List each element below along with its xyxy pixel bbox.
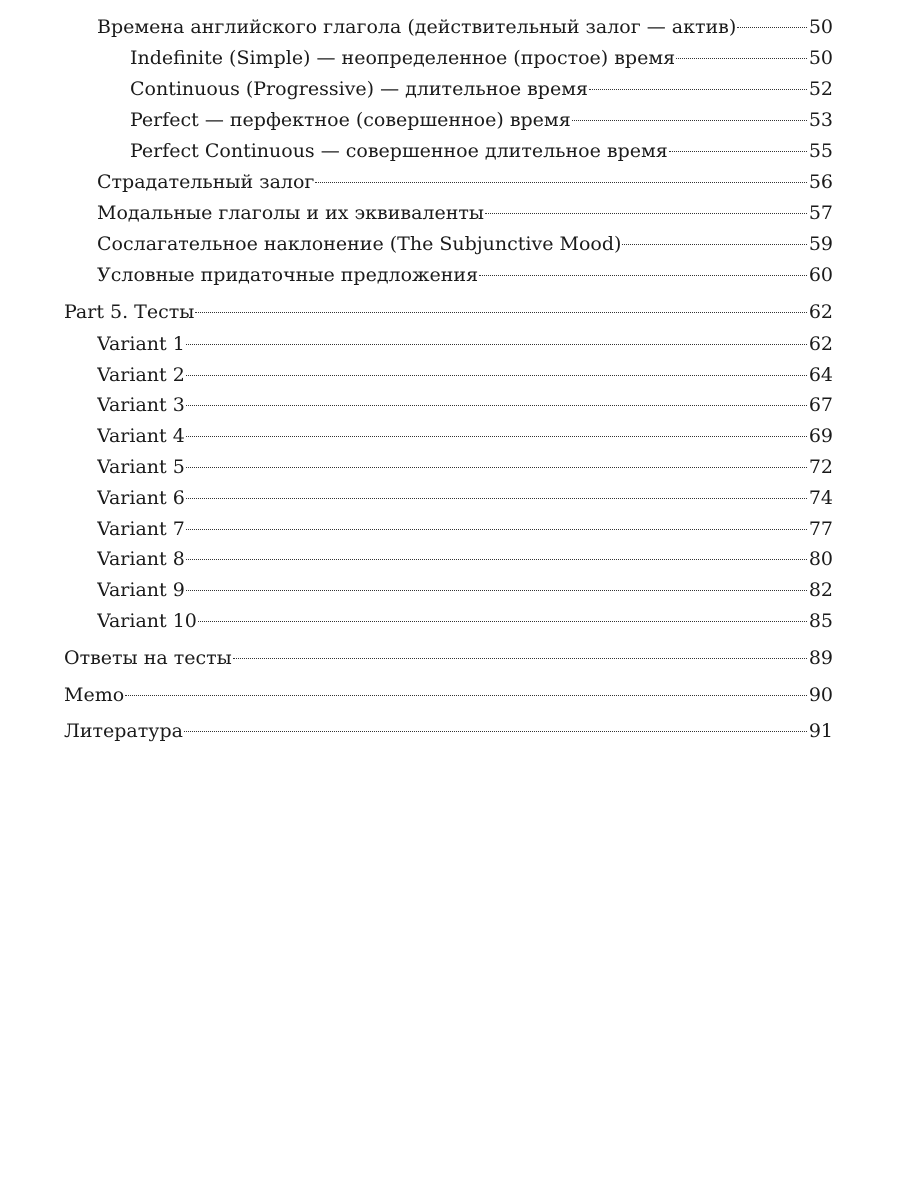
toc-entry-title: Part 5. Тесты <box>64 301 195 323</box>
toc-entry[interactable] <box>130 137 833 165</box>
toc-entry-title: Variant 10 <box>97 610 197 632</box>
toc-entry[interactable] <box>97 168 833 196</box>
toc-entry-title: Variant 4 <box>97 425 185 447</box>
toc-entry-page: 59 <box>808 233 833 255</box>
dot-leader <box>186 344 807 345</box>
toc-entry-title: Variant 2 <box>97 364 185 386</box>
toc-entry-title: Variant 5 <box>97 456 185 478</box>
toc-entry-page: 60 <box>808 264 833 286</box>
toc-entry[interactable] <box>97 330 833 358</box>
toc-entry-page: 69 <box>808 425 833 447</box>
toc-entry-title: Perfect — перфектное (совершенное) время <box>130 109 571 131</box>
toc-entry-page: 56 <box>808 171 833 193</box>
dot-leader <box>186 590 807 591</box>
toc-entry-page: 90 <box>808 684 833 706</box>
toc-entry-title: Условные придаточные предложения <box>97 264 479 286</box>
toc-entry-title: Variant 1 <box>97 333 185 355</box>
dot-leader <box>233 658 807 659</box>
toc-entry-page: 55 <box>808 140 833 162</box>
dot-leader <box>485 213 807 214</box>
toc-entry-title: Литература <box>64 720 183 742</box>
dot-leader <box>186 405 807 406</box>
dot-leader <box>315 182 806 183</box>
toc-entry[interactable] <box>64 644 833 672</box>
toc-entry-title: Сослагательное наклонение (The Subjunctive Mood) <box>97 233 622 255</box>
dot-leader <box>186 467 807 468</box>
toc-entry-page: 82 <box>808 579 833 601</box>
toc-entry[interactable] <box>97 607 833 635</box>
toc-entry-title: Continuous (Progressive) — длительное время <box>130 78 588 100</box>
toc-entry-title: Страдательный залог <box>97 171 315 193</box>
toc-entry-page: 50 <box>808 16 833 38</box>
dot-leader <box>589 89 807 90</box>
toc-entry[interactable] <box>97 453 833 481</box>
toc-entry[interactable] <box>97 199 833 227</box>
toc-entry[interactable] <box>97 391 833 419</box>
dot-leader <box>676 58 807 59</box>
toc-entry-page: 77 <box>808 518 833 540</box>
toc-entry[interactable] <box>97 361 833 389</box>
toc-entry-page: 67 <box>808 394 833 416</box>
toc-entry-title: Indefinite (Simple) — неопределенное (простое) время <box>130 47 676 69</box>
toc-entry-title: Variant 7 <box>97 518 185 540</box>
toc-entry[interactable] <box>130 106 833 134</box>
dot-leader <box>125 695 807 696</box>
toc-entry[interactable] <box>97 230 833 258</box>
toc-entry-page: 62 <box>808 301 833 323</box>
toc-entry-title: Модальные глаголы и их эквиваленты <box>97 202 485 224</box>
toc-entry-title: Variant 3 <box>97 394 185 416</box>
dot-leader <box>572 120 807 121</box>
toc-entry-title: Времена английского глагола (действительный залог — актив) <box>97 16 737 38</box>
dot-leader <box>198 621 807 622</box>
dot-leader <box>669 151 807 152</box>
toc-entry[interactable] <box>97 13 833 41</box>
toc-entry[interactable] <box>97 515 833 543</box>
dot-leader <box>479 275 807 276</box>
toc-entry[interactable] <box>97 576 833 604</box>
dot-leader <box>186 559 807 560</box>
toc-entry-page: 50 <box>808 47 833 69</box>
toc-entry[interactable] <box>97 422 833 450</box>
toc-entry-title: Variant 8 <box>97 548 185 570</box>
dot-leader <box>195 312 806 313</box>
toc-entry-title: Variant 9 <box>97 579 185 601</box>
toc-entry-page: 74 <box>808 487 833 509</box>
toc-entry-page: 72 <box>808 456 833 478</box>
toc-entry[interactable] <box>130 44 833 72</box>
toc-entry-page: 91 <box>808 720 833 742</box>
toc-entry-title: Variant 6 <box>97 487 185 509</box>
toc-entry-page: 52 <box>808 78 833 100</box>
dot-leader <box>186 375 807 376</box>
toc-entry[interactable] <box>97 261 833 289</box>
toc-entry-page: 64 <box>808 364 833 386</box>
toc-entry[interactable] <box>97 545 833 573</box>
dot-leader <box>737 27 807 28</box>
dot-leader <box>186 529 807 530</box>
toc-entry[interactable] <box>97 484 833 512</box>
dot-leader <box>186 436 807 437</box>
toc-entry-page: 80 <box>808 548 833 570</box>
toc-entry[interactable] <box>64 681 833 709</box>
toc-entry-page: 89 <box>808 647 833 669</box>
toc-entry-page: 57 <box>808 202 833 224</box>
dot-leader <box>184 731 807 732</box>
toc-entry-title: Memo <box>64 684 125 706</box>
dot-leader <box>622 244 806 245</box>
toc-entry-title: Perfect Continuous — совершенное длительное время <box>130 140 668 162</box>
toc-entry-page: 53 <box>808 109 833 131</box>
toc-entry[interactable] <box>130 75 833 103</box>
dot-leader <box>186 498 807 499</box>
toc-entry-page: 62 <box>808 333 833 355</box>
toc-entry-title: Ответы на тесты <box>64 647 232 669</box>
toc-entry[interactable] <box>64 717 833 745</box>
toc-entry-page: 85 <box>808 610 833 632</box>
toc-entry[interactable] <box>64 298 833 326</box>
